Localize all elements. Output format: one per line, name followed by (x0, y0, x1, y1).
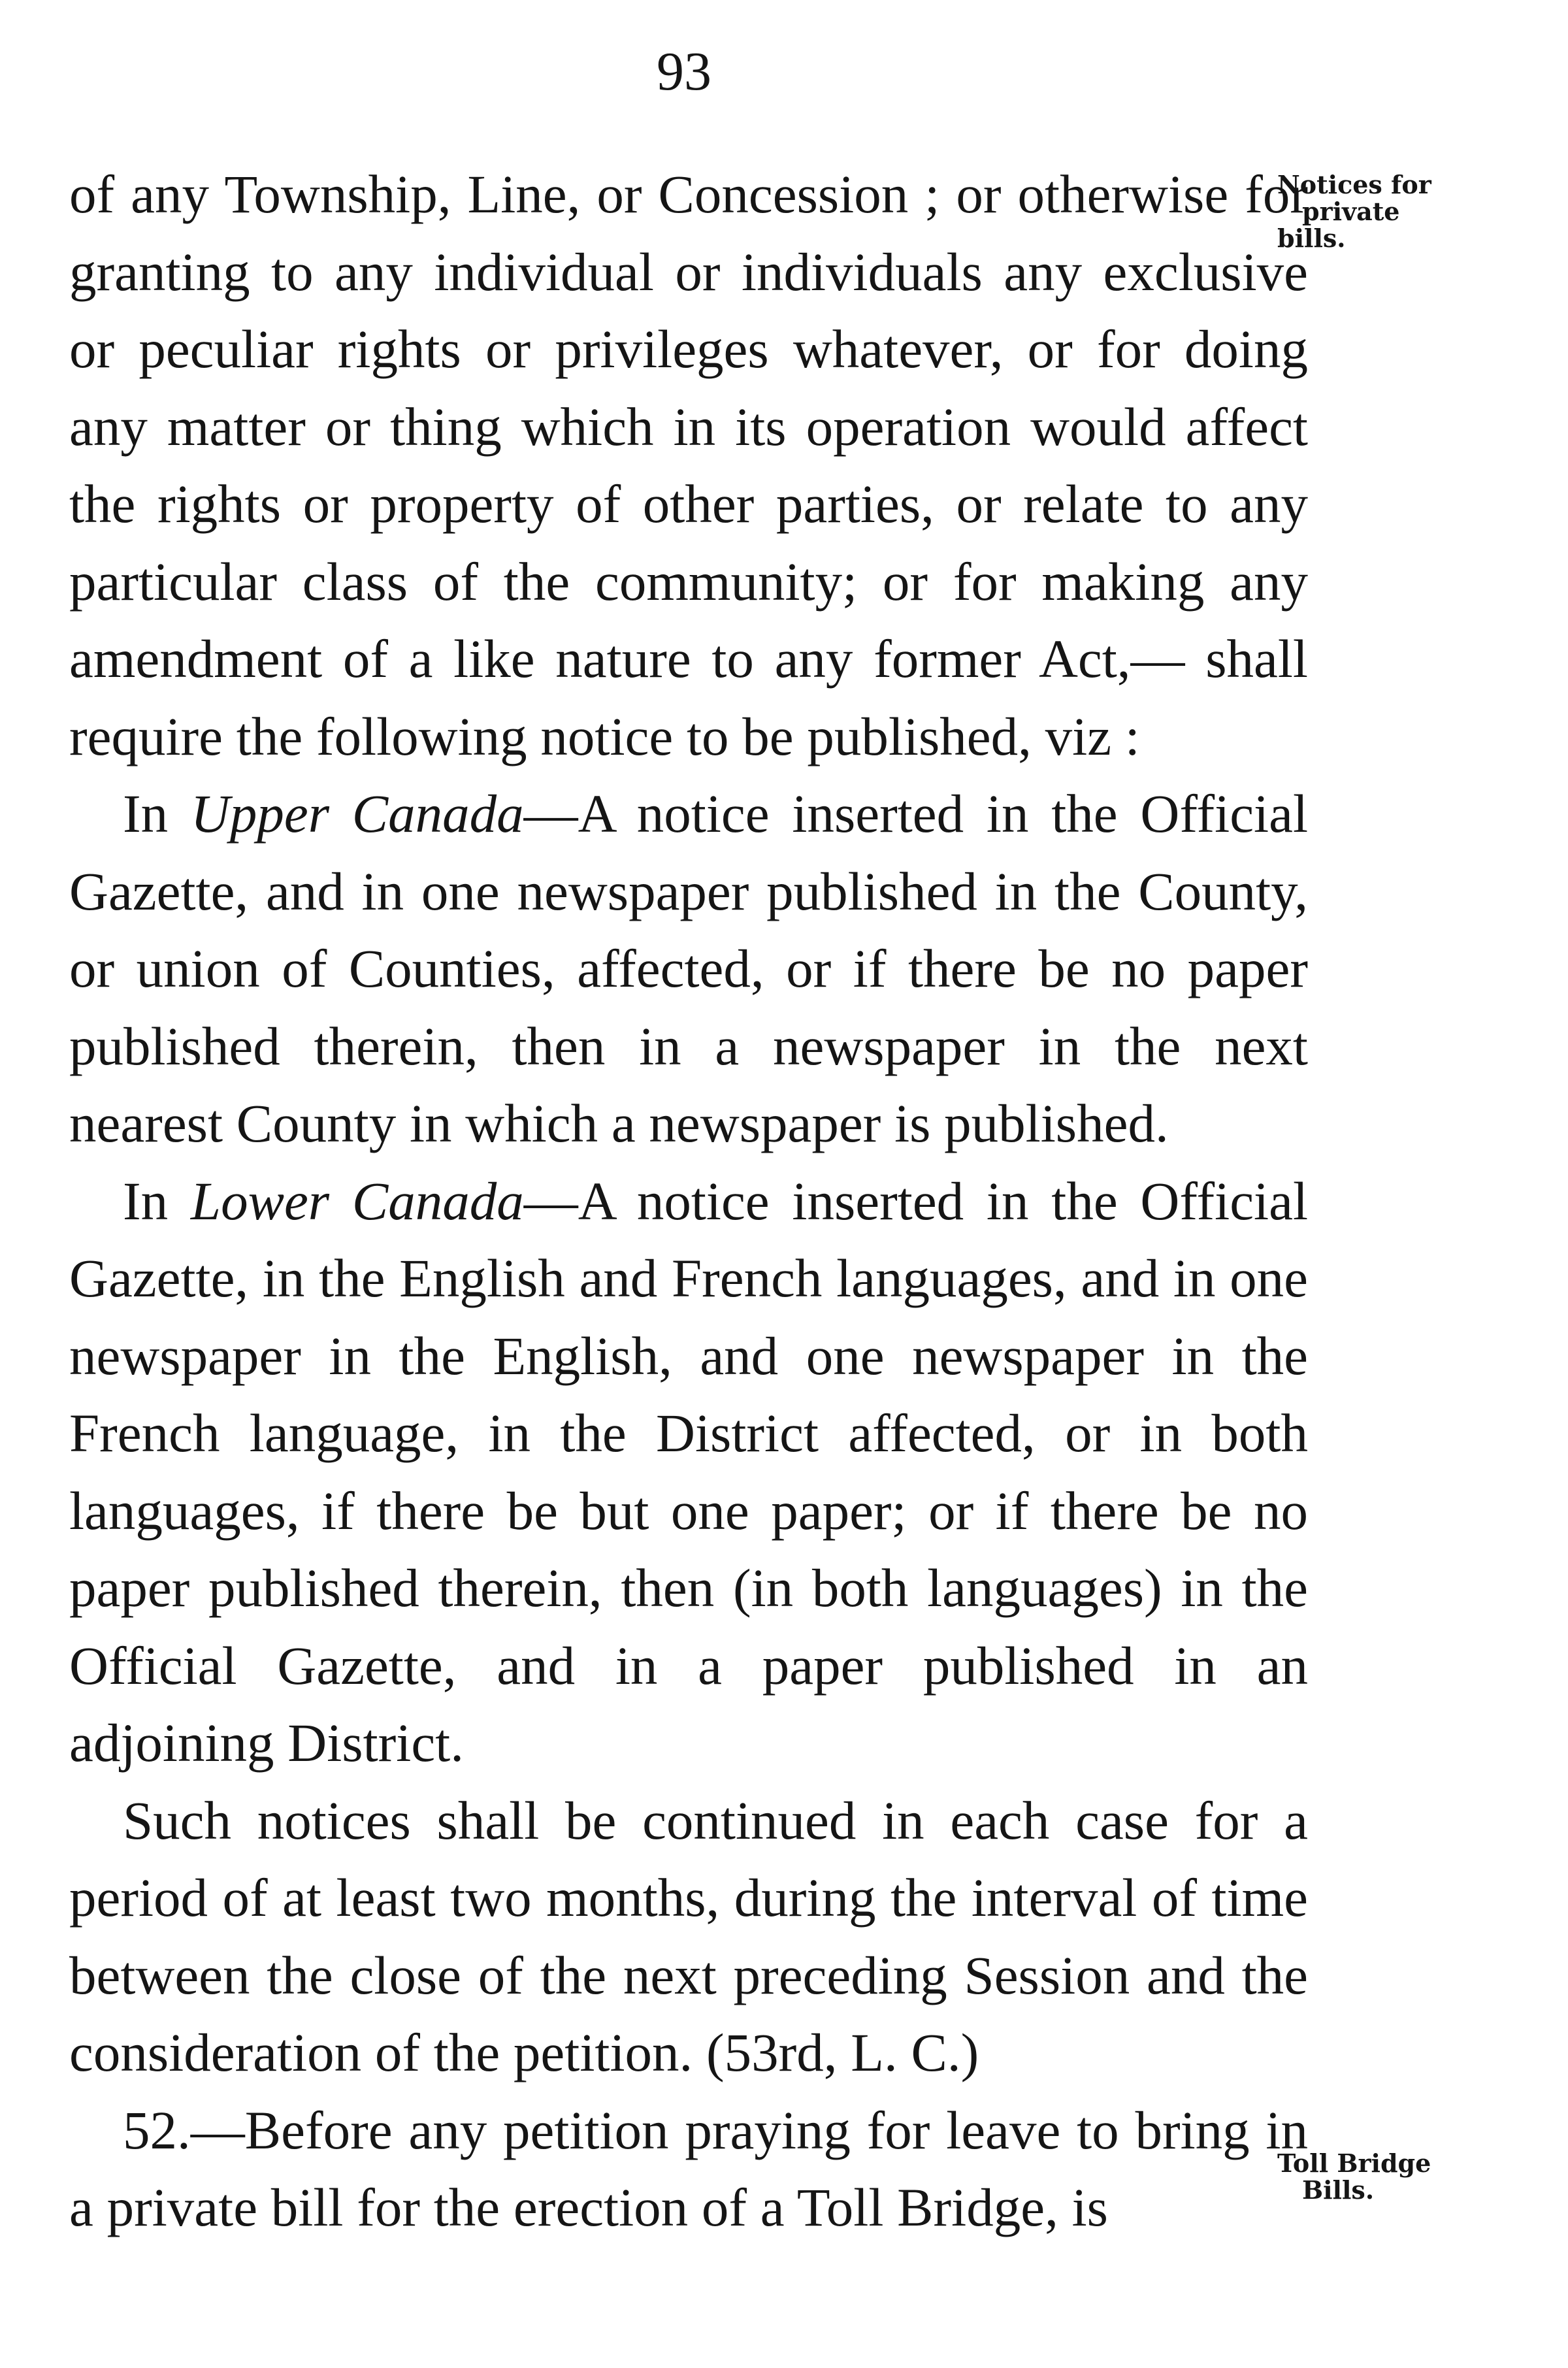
margin-note-line: Toll Bridge (1277, 2148, 1431, 2178)
paragraph-notice-duration: Such notices shall be continued in each case for a period of at least two months, during the interval of time between the close of the next preceding Session and the consideration of the petition. (53rd, L. C.) (69, 1790, 1308, 2082)
margin-note-line: Bills. (1302, 2175, 1375, 2205)
margin-note-line: Notices for (1277, 170, 1431, 199)
lower-canada-italic: Lower Canada (190, 1170, 524, 1231)
margin-note-toll-bridge-bills (1277, 2150, 1532, 2203)
paragraph-section-52: 52.—Before any petition praying for leave to bring in a private bill for the erection of a Toll Bridge, is (69, 2099, 1308, 2237)
paragraph-upper-canada (69, 775, 1308, 1162)
paragraph-body-text: —A notice inserted in the Official Gazette, and in one newspaper published in the County, or union of Counties, affected, or if there be no paper published therein, then in a newspaper in the next nearest County in which a newspaper is published. (69, 783, 1308, 1153)
margin-note-line: bills. (1277, 223, 1346, 253)
paragraph-continuation: of any Township, Line, or Concession ; or otherwise for granting to any individual or individuals any exclusive or peculiar rights or privileges whatever, or for doing any matter or thing which in its operation would affect the rights or property of other parties, or relate to any particular class of the community; or for making any amendment of a like nature to any former Act,— shall require the following notice to be published, viz : (69, 164, 1308, 766)
paragraph-lead-text: In (123, 1170, 191, 1231)
paragraph-body-text: —A notice inserted in the Official Gazette, in the English and French languages, and in one newspaper in the English, and one newspaper in the French language, in the District affected, or in both languages, if there be but one paper; or if there be no paper published therein, then (in both languages) in the Official Gazette, and in a paper published in an adjoining District. (69, 1170, 1309, 1773)
body-text (69, 156, 1308, 2246)
page-number: 93 (657, 41, 711, 102)
margin-note-line: private (1302, 197, 1400, 226)
paragraph-lower-canada (69, 1162, 1308, 1782)
upper-canada-italic: Upper Canada (190, 783, 524, 844)
margin-note-private-bills (1277, 171, 1532, 252)
paragraph-lead-text: In (123, 783, 191, 844)
